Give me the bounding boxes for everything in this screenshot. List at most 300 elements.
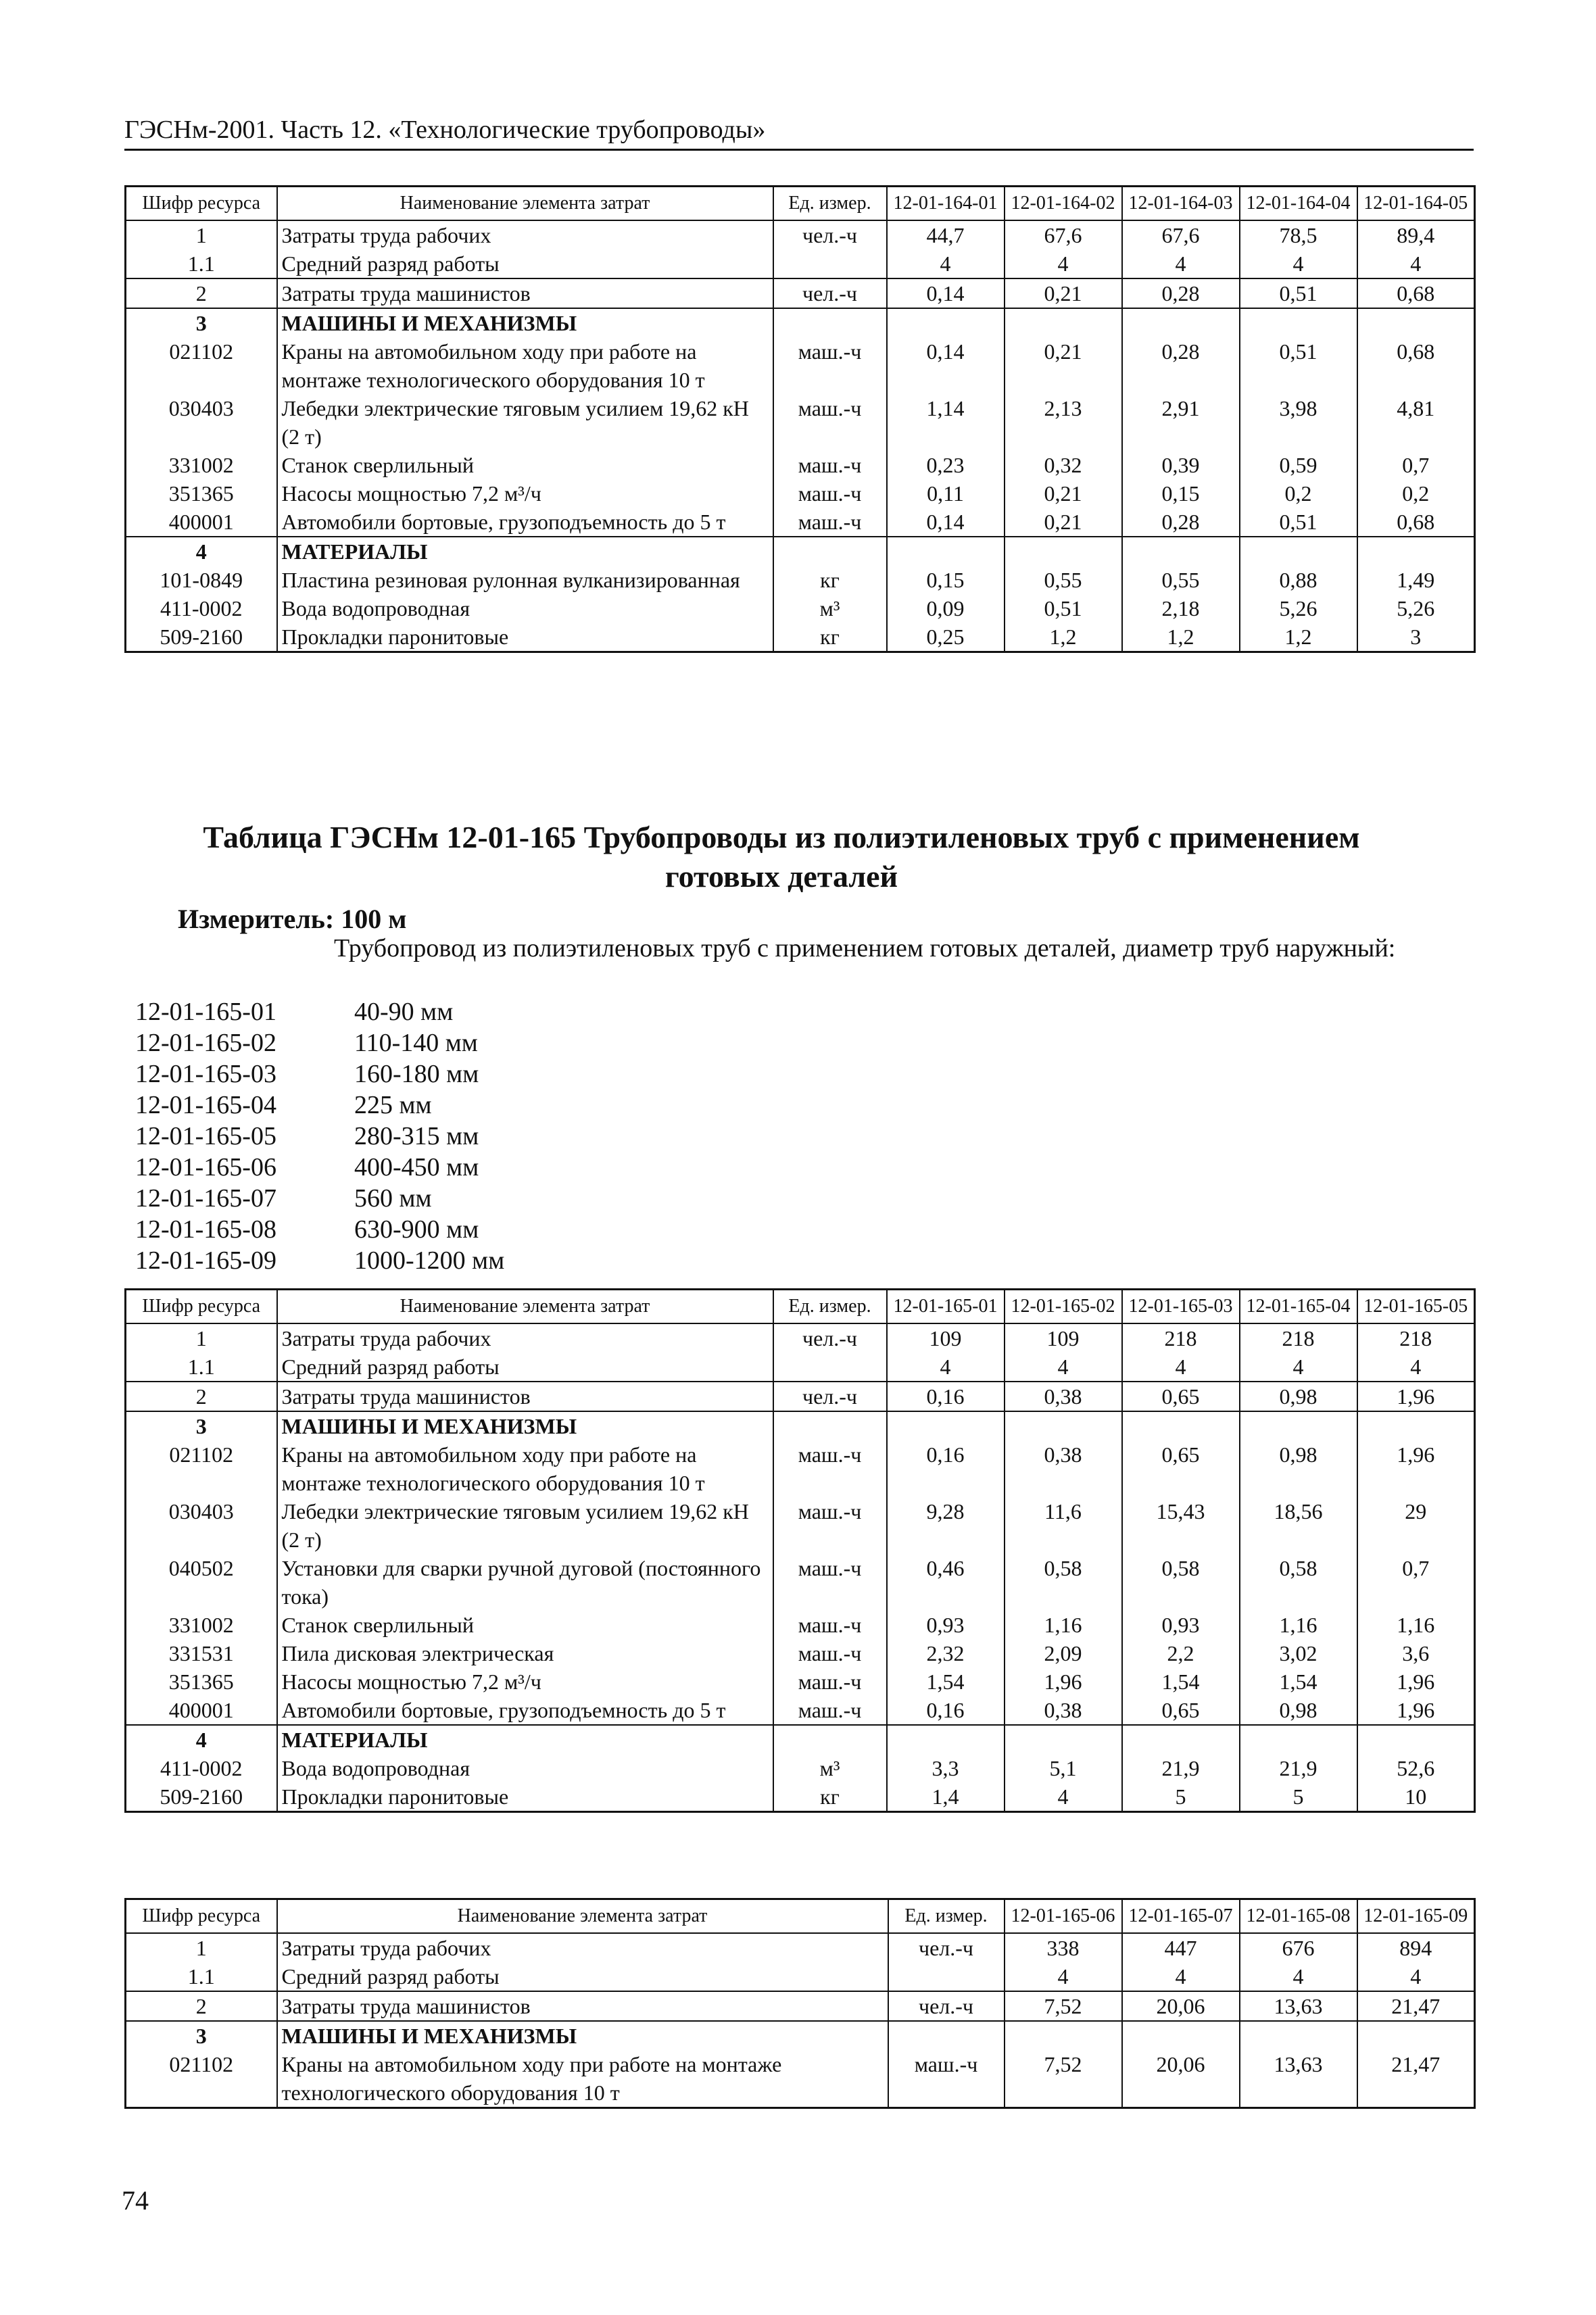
code-list xyxy=(135,996,504,1276)
resource-name: Затраты труда машинистов xyxy=(277,278,773,308)
table-row xyxy=(126,1611,1475,1639)
value-cell: 4 xyxy=(1357,249,1475,278)
unit-cell: маш.-ч xyxy=(773,1554,887,1611)
value-cell: 109 xyxy=(1005,1323,1122,1353)
resource-code: 351365 xyxy=(126,479,277,508)
unit-cell: маш.-ч xyxy=(773,394,887,451)
value-cell: 2,18 xyxy=(1122,594,1240,623)
table-row xyxy=(126,249,1475,278)
value-cell: 0,98 xyxy=(1240,1382,1357,1411)
value-cell: 2,13 xyxy=(1005,394,1122,451)
value-cell: 218 xyxy=(1122,1323,1240,1353)
value-cell xyxy=(887,537,1005,566)
value-cell: 67,6 xyxy=(1005,220,1122,249)
value-cell: 4 xyxy=(1005,249,1122,278)
table-row xyxy=(126,623,1475,652)
value-cell xyxy=(1005,1411,1122,1440)
value-cell: 0,58 xyxy=(1005,1554,1122,1611)
resource-name: Установки для сварки ручной дуговой (постоянного тока) xyxy=(277,1554,773,1611)
resource-name: Затраты труда рабочих xyxy=(277,1933,888,1962)
table-row xyxy=(126,1554,1475,1611)
header-norm-code: 12-01-164-01 xyxy=(887,187,1005,221)
unit-cell: чел.-ч xyxy=(888,1991,1005,2021)
value-cell: 0,14 xyxy=(887,278,1005,308)
norm-code: 12-01-165-08 xyxy=(135,1215,276,1244)
diameter-range: 400-450 мм xyxy=(354,1153,479,1181)
value-cell xyxy=(1240,1725,1357,1754)
resource-code: 331531 xyxy=(126,1639,277,1667)
value-cell xyxy=(1005,2021,1122,2050)
value-cell: 0,28 xyxy=(1122,508,1240,537)
diameter-range: 630-900 мм xyxy=(354,1215,479,1244)
value-cell: 3 xyxy=(1357,623,1475,652)
table-row xyxy=(126,566,1475,594)
table-row xyxy=(126,394,1475,451)
unit-cell xyxy=(773,249,887,278)
value-cell: 0,98 xyxy=(1240,1696,1357,1725)
value-cell: 21,9 xyxy=(1240,1754,1357,1782)
value-cell: 0,59 xyxy=(1240,451,1357,479)
resource-name: Вода водопроводная xyxy=(277,1754,773,1782)
value-cell: 0,93 xyxy=(887,1611,1005,1639)
value-cell: 5 xyxy=(1240,1782,1357,1812)
resource-name: Средний разряд работы xyxy=(277,249,773,278)
unit-cell: маш.-ч xyxy=(773,1667,887,1696)
value-cell: 0,51 xyxy=(1005,594,1122,623)
value-cell: 0,14 xyxy=(887,337,1005,394)
table-row xyxy=(126,337,1475,394)
resource-code: 2 xyxy=(126,1991,277,2021)
page-number: 74 xyxy=(122,2185,149,2216)
value-cell: 218 xyxy=(1240,1323,1357,1353)
resource-code: 351365 xyxy=(126,1667,277,1696)
unit-cell: маш.-ч xyxy=(888,2050,1005,2108)
value-cell: 4 xyxy=(1240,1353,1357,1382)
value-cell: 29 xyxy=(1357,1497,1475,1554)
resource-name: МАТЕРИАЛЫ xyxy=(277,1725,773,1754)
value-cell: 0,68 xyxy=(1357,278,1475,308)
value-cell: 3,98 xyxy=(1240,394,1357,451)
value-cell: 78,5 xyxy=(1240,220,1357,249)
value-cell: 0,09 xyxy=(887,594,1005,623)
header-code: Шифр ресурса xyxy=(126,1899,277,1934)
value-cell: 5,26 xyxy=(1357,594,1475,623)
unit-cell: чел.-ч xyxy=(888,1933,1005,1962)
table-row xyxy=(126,537,1475,566)
resource-code: 1.1 xyxy=(126,1962,277,1991)
norm-code: 12-01-165-06 xyxy=(135,1153,276,1181)
resource-name: Прокладки паронитовые xyxy=(277,623,773,652)
unit-cell xyxy=(773,1353,887,1382)
resource-name: МАТЕРИАЛЫ xyxy=(277,537,773,566)
resource-code: 2 xyxy=(126,1382,277,1411)
resource-code: 3 xyxy=(126,1411,277,1440)
value-cell: 44,7 xyxy=(887,220,1005,249)
resource-code: 411-0002 xyxy=(126,1754,277,1782)
value-cell: 447 xyxy=(1122,1933,1240,1962)
value-cell xyxy=(1005,308,1122,337)
unit-cell: чел.-ч xyxy=(773,278,887,308)
resource-code: 030403 xyxy=(126,394,277,451)
resource-code: 1.1 xyxy=(126,249,277,278)
resource-name: Лебедки электрические тяговым усилием 19,62 кН (2 т) xyxy=(277,394,773,451)
value-cell: 4 xyxy=(1005,1353,1122,1382)
value-cell: 67,6 xyxy=(1122,220,1240,249)
value-cell: 15,43 xyxy=(1122,1497,1240,1554)
value-cell: 0,7 xyxy=(1357,1554,1475,1611)
resource-name: Пила дисковая электрическая xyxy=(277,1639,773,1667)
value-cell: 7,52 xyxy=(1005,1991,1122,2021)
resource-code: 1 xyxy=(126,220,277,249)
value-cell: 0,21 xyxy=(1005,337,1122,394)
value-cell: 9,28 xyxy=(887,1497,1005,1554)
value-cell: 0,25 xyxy=(887,623,1005,652)
value-cell: 1,2 xyxy=(1240,623,1357,652)
resource-code: 331002 xyxy=(126,451,277,479)
value-cell: 4 xyxy=(1240,1962,1357,1991)
code-list-item xyxy=(135,996,504,1027)
header-norm-code: 12-01-165-06 xyxy=(1005,1899,1122,1934)
resource-code: 1 xyxy=(126,1933,277,1962)
resource-code: 3 xyxy=(126,308,277,337)
table-row xyxy=(126,1667,1475,1696)
value-cell: 2,32 xyxy=(887,1639,1005,1667)
resource-name: Станок сверлильный xyxy=(277,451,773,479)
norm-code: 12-01-165-01 xyxy=(135,998,276,1026)
value-cell: 0,16 xyxy=(887,1440,1005,1497)
header-norm-code: 12-01-164-03 xyxy=(1122,187,1240,221)
value-cell xyxy=(1240,308,1357,337)
value-cell: 0,21 xyxy=(1005,479,1122,508)
value-cell xyxy=(1005,1725,1122,1754)
value-cell: 0,58 xyxy=(1240,1554,1357,1611)
resource-name: Автомобили бортовые, грузоподъемность до 5 т xyxy=(277,508,773,537)
value-cell: 0,58 xyxy=(1122,1554,1240,1611)
header-name: Наименование элемента затрат xyxy=(277,1899,888,1934)
resource-name: Затраты труда рабочих xyxy=(277,1323,773,1353)
resource-name: Краны на автомобильном ходу при работе на монтаже технологического оборудования 10 т xyxy=(277,2050,888,2108)
value-cell: 1,14 xyxy=(887,394,1005,451)
table-row xyxy=(126,1411,1475,1440)
unit-cell: маш.-ч xyxy=(773,508,887,537)
header-norm-code: 12-01-165-03 xyxy=(1122,1290,1240,1324)
table-title-line-1: Таблица ГЭСНм 12-01-165 Трубопроводы из полиэтиленовых труб с применением xyxy=(203,820,1360,854)
unit-cell: маш.-ч xyxy=(773,1696,887,1725)
table-title-line-2: готовых деталей xyxy=(664,859,898,894)
value-cell: 0,55 xyxy=(1122,566,1240,594)
value-cell: 4 xyxy=(1240,249,1357,278)
value-cell: 4 xyxy=(1122,1353,1240,1382)
table-row xyxy=(126,1991,1475,2021)
value-cell: 0,68 xyxy=(1357,508,1475,537)
value-cell: 21,47 xyxy=(1357,2050,1475,2108)
value-cell: 1,16 xyxy=(1357,1611,1475,1639)
resource-code: 021102 xyxy=(126,337,277,394)
norm-code: 12-01-165-09 xyxy=(135,1246,276,1275)
value-cell: 4 xyxy=(887,1353,1005,1382)
value-cell: 0,28 xyxy=(1122,337,1240,394)
resource-table-165-06-09 xyxy=(124,1898,1476,2109)
header-norm-code: 12-01-165-07 xyxy=(1122,1899,1240,1934)
resource-code: 101-0849 xyxy=(126,566,277,594)
page-header: ГЭСНм-2001. Часть 12. «Технологические трубопроводы» xyxy=(124,114,1474,151)
code-list-item xyxy=(135,1214,504,1245)
unit-cell xyxy=(888,2021,1005,2050)
table-row xyxy=(126,278,1475,308)
resource-table-165-01-05 xyxy=(124,1288,1476,1813)
value-cell: 676 xyxy=(1240,1933,1357,1962)
value-cell: 21,9 xyxy=(1122,1754,1240,1782)
value-cell: 2,09 xyxy=(1005,1639,1122,1667)
value-cell: 0,39 xyxy=(1122,451,1240,479)
value-cell xyxy=(1122,308,1240,337)
unit-cell xyxy=(773,537,887,566)
resource-code: 331002 xyxy=(126,1611,277,1639)
code-list-item xyxy=(135,1152,504,1183)
unit-cell: чел.-ч xyxy=(773,220,887,249)
value-cell: 21,47 xyxy=(1357,1991,1475,2021)
unit-cell: кг xyxy=(773,1782,887,1812)
unit-cell: м³ xyxy=(773,594,887,623)
table-row xyxy=(126,1725,1475,1754)
value-cell: 338 xyxy=(1005,1933,1122,1962)
value-cell: 894 xyxy=(1357,1933,1475,1962)
diameter-range: 160-180 мм xyxy=(354,1060,479,1088)
value-cell: 89,4 xyxy=(1357,220,1475,249)
header-norm-code: 12-01-165-02 xyxy=(1005,1290,1122,1324)
header-norm-code: 12-01-165-05 xyxy=(1357,1290,1475,1324)
value-cell: 0,2 xyxy=(1240,479,1357,508)
value-cell: 0,38 xyxy=(1005,1440,1122,1497)
table-row xyxy=(126,1639,1475,1667)
header-name: Наименование элемента затрат xyxy=(277,187,773,221)
table-row xyxy=(126,1323,1475,1353)
table-row xyxy=(126,451,1475,479)
value-cell: 1,54 xyxy=(887,1667,1005,1696)
resource-code: 1.1 xyxy=(126,1353,277,1382)
resource-code: 400001 xyxy=(126,1696,277,1725)
table-row xyxy=(126,508,1475,537)
value-cell: 0,15 xyxy=(1122,479,1240,508)
value-cell: 1,96 xyxy=(1357,1667,1475,1696)
value-cell xyxy=(1122,537,1240,566)
value-cell: 0,7 xyxy=(1357,451,1475,479)
resource-name: Краны на автомобильном ходу при работе на монтаже технологического оборудования 10 т xyxy=(277,337,773,394)
value-cell: 3,02 xyxy=(1240,1639,1357,1667)
value-cell: 4 xyxy=(1005,1782,1122,1812)
table-row xyxy=(126,1782,1475,1812)
value-cell xyxy=(887,1725,1005,1754)
value-cell xyxy=(1240,2021,1357,2050)
value-cell: 0,55 xyxy=(1005,566,1122,594)
value-cell: 0,14 xyxy=(887,508,1005,537)
value-cell: 1,96 xyxy=(1357,1382,1475,1411)
unit-cell xyxy=(773,1725,887,1754)
resource-name: Станок сверлильный xyxy=(277,1611,773,1639)
table-row xyxy=(126,1933,1475,1962)
header-code: Шифр ресурса xyxy=(126,1290,277,1324)
resource-code: 4 xyxy=(126,1725,277,1754)
value-cell: 0,51 xyxy=(1240,508,1357,537)
value-cell xyxy=(887,308,1005,337)
value-cell: 5,26 xyxy=(1240,594,1357,623)
code-list-item xyxy=(135,1090,504,1121)
value-cell: 0,46 xyxy=(887,1554,1005,1611)
resource-name: Пластина резиновая рулонная вулканизированная xyxy=(277,566,773,594)
value-cell: 0,16 xyxy=(887,1696,1005,1725)
value-cell: 4 xyxy=(887,249,1005,278)
value-cell: 52,6 xyxy=(1357,1754,1475,1782)
value-cell: 1,16 xyxy=(1240,1611,1357,1639)
resource-name: Автомобили бортовые, грузоподъемность до 5 т xyxy=(277,1696,773,1725)
value-cell: 0,88 xyxy=(1240,566,1357,594)
value-cell: 4 xyxy=(1357,1353,1475,1382)
unit-cell: маш.-ч xyxy=(773,451,887,479)
value-cell: 1,96 xyxy=(1357,1440,1475,1497)
value-cell: 1,96 xyxy=(1357,1696,1475,1725)
table-header-row xyxy=(126,1899,1475,1934)
table-row xyxy=(126,1696,1475,1725)
resource-name: Лебедки электрические тяговым усилием 19,62 кН (2 т) xyxy=(277,1497,773,1554)
value-cell: 5 xyxy=(1122,1782,1240,1812)
work-description: Трубопровод из полиэтиленовых труб с применением готовых деталей, диаметр труб наружный: xyxy=(334,934,1396,962)
resource-name: Прокладки паронитовые xyxy=(277,1782,773,1812)
resource-name: Вода водопроводная xyxy=(277,594,773,623)
header-unit: Ед. измер. xyxy=(773,187,887,221)
resource-code: 2 xyxy=(126,278,277,308)
value-cell: 0,21 xyxy=(1005,278,1122,308)
value-cell: 0,23 xyxy=(887,451,1005,479)
value-cell: 0,16 xyxy=(887,1382,1005,1411)
value-cell: 13,63 xyxy=(1240,2050,1357,2108)
value-cell: 0,51 xyxy=(1240,337,1357,394)
header-norm-code: 12-01-165-01 xyxy=(887,1290,1005,1324)
resource-name: Затраты труда машинистов xyxy=(277,1991,888,2021)
unit-cell: м³ xyxy=(773,1754,887,1782)
norm-code: 12-01-165-04 xyxy=(135,1091,276,1119)
value-cell: 2,2 xyxy=(1122,1639,1240,1667)
diameter-range: 40-90 мм xyxy=(354,998,454,1026)
value-cell: 0,32 xyxy=(1005,451,1122,479)
value-cell: 0,68 xyxy=(1357,337,1475,394)
code-list-item xyxy=(135,1245,504,1276)
table-header-row xyxy=(126,1290,1475,1324)
resource-code: 030403 xyxy=(126,1497,277,1554)
value-cell: 0,2 xyxy=(1357,479,1475,508)
value-cell: 0,65 xyxy=(1122,1696,1240,1725)
norm-code: 12-01-165-02 xyxy=(135,1029,276,1057)
resource-code: 1 xyxy=(126,1323,277,1353)
resource-code: 021102 xyxy=(126,1440,277,1497)
value-cell: 0,51 xyxy=(1240,278,1357,308)
value-cell xyxy=(887,1411,1005,1440)
value-cell: 0,65 xyxy=(1122,1382,1240,1411)
code-list-item xyxy=(135,1027,504,1058)
resource-name: Затраты труда рабочих xyxy=(277,220,773,249)
value-cell: 0,65 xyxy=(1122,1440,1240,1497)
resource-code: 400001 xyxy=(126,508,277,537)
header-norm-code: 12-01-164-02 xyxy=(1005,187,1122,221)
value-cell: 3,6 xyxy=(1357,1639,1475,1667)
value-cell: 0,98 xyxy=(1240,1440,1357,1497)
resource-name: Насосы мощностью 7,2 м³/ч xyxy=(277,1667,773,1696)
unit-cell xyxy=(888,1962,1005,1991)
value-cell: 11,6 xyxy=(1005,1497,1122,1554)
table-row xyxy=(126,1962,1475,1991)
diameter-range: 1000-1200 мм xyxy=(354,1246,505,1275)
table-row xyxy=(126,479,1475,508)
norm-code: 12-01-165-07 xyxy=(135,1184,276,1213)
value-cell: 0,38 xyxy=(1005,1382,1122,1411)
resource-code: 4 xyxy=(126,537,277,566)
measure-unit: Измеритель: 100 м xyxy=(178,904,407,934)
value-cell: 109 xyxy=(887,1323,1005,1353)
resource-code: 3 xyxy=(126,2021,277,2050)
norm-code: 12-01-165-03 xyxy=(135,1060,276,1088)
unit-cell: чел.-ч xyxy=(773,1382,887,1411)
value-cell xyxy=(1122,2021,1240,2050)
header-norm-code: 12-01-165-09 xyxy=(1357,1899,1475,1934)
value-cell: 0,93 xyxy=(1122,1611,1240,1639)
diameter-range: 225 мм xyxy=(354,1091,432,1119)
value-cell: 218 xyxy=(1357,1323,1475,1353)
header-norm-code: 12-01-165-04 xyxy=(1240,1290,1357,1324)
value-cell: 10 xyxy=(1357,1782,1475,1812)
header-norm-code: 12-01-165-08 xyxy=(1240,1899,1357,1934)
value-cell: 1,49 xyxy=(1357,566,1475,594)
resource-code: 509-2160 xyxy=(126,623,277,652)
table-row xyxy=(126,1497,1475,1554)
value-cell xyxy=(1005,537,1122,566)
value-cell: 20,06 xyxy=(1122,1991,1240,2021)
unit-cell xyxy=(773,1411,887,1440)
diameter-range: 280-315 мм xyxy=(354,1122,479,1150)
value-cell: 18,56 xyxy=(1240,1497,1357,1554)
resource-name: Средний разряд работы xyxy=(277,1962,888,1991)
norm-code: 12-01-165-05 xyxy=(135,1122,276,1150)
value-cell: 20,06 xyxy=(1122,2050,1240,2108)
value-cell: 4 xyxy=(1122,249,1240,278)
table-title xyxy=(139,818,1424,896)
resource-code: 040502 xyxy=(126,1554,277,1611)
header-name: Наименование элемента затрат xyxy=(277,1290,773,1324)
table-row xyxy=(126,594,1475,623)
table-header-row xyxy=(126,187,1475,221)
value-cell: 1,54 xyxy=(1122,1667,1240,1696)
value-cell: 0,11 xyxy=(887,479,1005,508)
header-norm-code: 12-01-164-04 xyxy=(1240,187,1357,221)
value-cell: 0,15 xyxy=(887,566,1005,594)
value-cell xyxy=(1357,537,1475,566)
value-cell: 13,63 xyxy=(1240,1991,1357,2021)
value-cell xyxy=(1357,308,1475,337)
table-row xyxy=(126,1754,1475,1782)
value-cell: 4 xyxy=(1122,1962,1240,1991)
resource-name: Средний разряд работы xyxy=(277,1353,773,1382)
value-cell xyxy=(1357,1725,1475,1754)
table-row xyxy=(126,2050,1475,2108)
table-row xyxy=(126,308,1475,337)
resource-name: МАШИНЫ И МЕХАНИЗМЫ xyxy=(277,1411,773,1440)
value-cell xyxy=(1122,1725,1240,1754)
resource-name: Насосы мощностью 7,2 м³/ч xyxy=(277,479,773,508)
unit-cell: кг xyxy=(773,566,887,594)
table-row xyxy=(126,1440,1475,1497)
value-cell: 3,3 xyxy=(887,1754,1005,1782)
value-cell xyxy=(1357,1411,1475,1440)
value-cell: 1,2 xyxy=(1005,623,1122,652)
table-row xyxy=(126,220,1475,249)
